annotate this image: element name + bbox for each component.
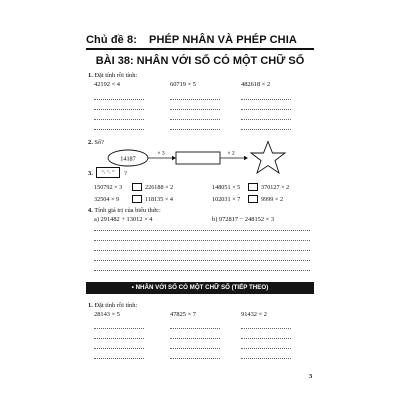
compare-right-1: 226188 × 2: [145, 184, 174, 191]
compare-left-2: 148051 × 5: [212, 184, 241, 191]
chapter-label: Chủ đề 8:: [86, 34, 138, 46]
q2-number: 2.: [88, 139, 93, 146]
q1-expr-2: 60719 × 5: [170, 81, 196, 88]
answer-line: [170, 119, 220, 120]
star-shape: [251, 142, 285, 174]
compare-right-3: 118135 × 4: [145, 196, 174, 203]
q4-part-a: a) 291482 + 13012 × 4: [94, 216, 153, 223]
answer-line: [94, 129, 144, 130]
arrow-2-head: [244, 156, 248, 160]
q3-mark: ?: [124, 170, 127, 177]
s2-q1-expr-2: 47825 × 7: [170, 311, 196, 318]
q3-number: 3.: [88, 170, 93, 177]
compare-left-3: 32504 × 9: [94, 196, 120, 203]
q2-flow-diagram: [100, 140, 300, 180]
s2-q1-number: 1.: [88, 302, 93, 309]
answer-line: [170, 358, 220, 359]
q4-prompt: [88, 207, 161, 214]
arrow-1-head: [172, 156, 176, 160]
answer-line: [94, 109, 144, 110]
answer-line: [94, 338, 144, 339]
compare-box-4[interactable]: [248, 195, 258, 203]
answer-line: [170, 99, 220, 100]
answer-line: [241, 348, 291, 349]
answer-line: [94, 328, 144, 329]
start-number: 14187: [120, 155, 136, 163]
compare-box-2[interactable]: [248, 183, 258, 191]
answer-line: [170, 338, 220, 339]
signs-box: >, <, =: [96, 167, 120, 178]
answer-line: [94, 230, 310, 231]
q2-text: Số?: [94, 139, 104, 146]
compare-right-2: 370127 × 2: [261, 184, 290, 191]
answer-line: [94, 119, 144, 120]
q1-expr-3: 482618 × 2: [241, 81, 271, 88]
q3-prompt: [88, 170, 93, 177]
q4-text: Tính giá trị của biểu thức:: [94, 207, 161, 214]
op1-label: × 3: [157, 150, 165, 157]
s2-q1-expr-3: 91432 × 2: [241, 311, 267, 318]
compare-left-1: 150792 × 3: [94, 184, 123, 191]
answer-box: [176, 152, 220, 164]
page-number: 3: [309, 373, 313, 380]
answer-line: [170, 328, 220, 329]
answer-line: [170, 348, 220, 349]
chapter-heading: [86, 34, 297, 46]
answer-line: [170, 129, 220, 130]
op2-label: × 2: [227, 150, 235, 157]
answer-line: [94, 348, 144, 349]
q1-expr-1: 42192 × 4: [94, 81, 120, 88]
compare-left-4: 102031 × 7: [212, 196, 241, 203]
answer-line: [94, 240, 310, 241]
q1-number: 1.: [88, 72, 93, 79]
answer-line: [170, 109, 220, 110]
answer-line: [94, 270, 310, 271]
compare-box-3[interactable]: [132, 195, 142, 203]
q4-number: 4.: [88, 207, 93, 214]
q1-prompt: [88, 72, 137, 79]
s2-q1-expr-1: 28143 × 5: [94, 311, 120, 318]
answer-line: [94, 250, 310, 251]
answer-line: [94, 358, 144, 359]
compare-right-4: 9999 × 2: [261, 196, 284, 203]
answer-line: [241, 109, 291, 110]
chapter-title: PHÉP NHÂN VÀ PHÉP CHIA: [149, 34, 297, 46]
lesson-title: BÀI 38: NHÂN VỚI SỐ CÓ MỘT CHỮ SỐ: [95, 55, 305, 67]
s2-q1-prompt: [88, 302, 137, 309]
answer-line: [241, 358, 291, 359]
answer-line: [94, 99, 144, 100]
s2-q1-text: Đặt tính rồi tính:: [94, 302, 138, 309]
answer-line: [241, 99, 291, 100]
answer-line: [241, 119, 291, 120]
q4-part-b: b) 972817 − 248152 × 3: [212, 216, 275, 223]
answer-line: [241, 129, 291, 130]
section-banner: • NHÂN VỚI SỐ CÓ MỘT CHỮ SỐ (TIẾP THEO): [86, 282, 314, 294]
answer-line: [241, 338, 291, 339]
q1-text: Đặt tính rồi tính:: [94, 72, 138, 79]
answer-line: [94, 260, 310, 261]
header-rule: [86, 48, 314, 50]
answer-line: [241, 328, 291, 329]
compare-box-1[interactable]: [132, 183, 142, 191]
